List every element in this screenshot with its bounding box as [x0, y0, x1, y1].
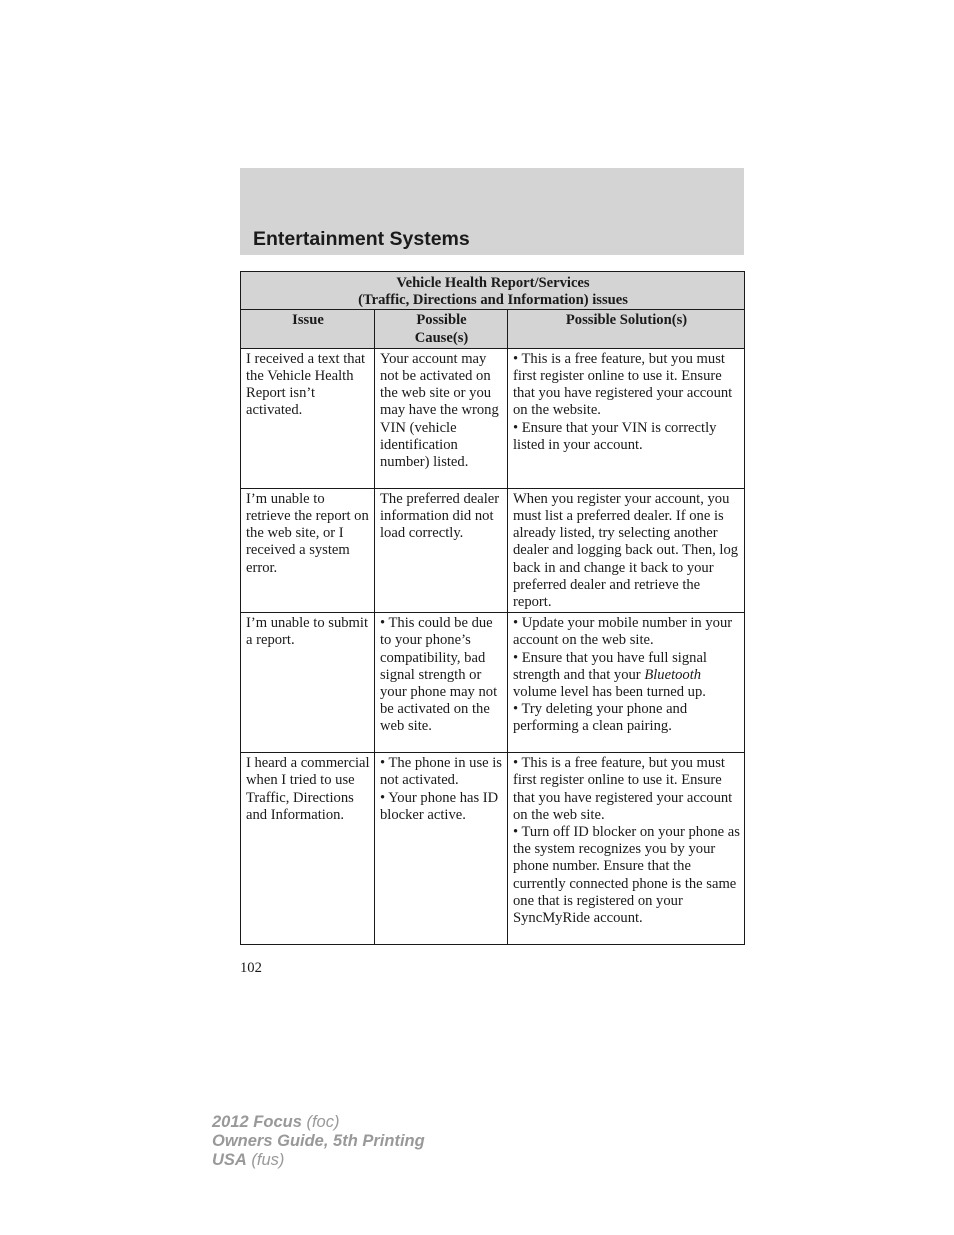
issue-cell: I’m unable to retrieve the report on the web site, or I received a system error. [241, 488, 375, 612]
solution-item: When you register your account, you must list a preferred dealer. If one is already listed, try selecting another dealer and logging back out. Then, log back in and change it back to your preferred dealer and retrieve the report. [513, 490, 739, 611]
solution-item [513, 650, 740, 702]
cause-item: • Your phone has ID blocker active. [380, 789, 499, 823]
issue-cell: I received a text that the Vehicle Health Report isn’t activated. [241, 348, 375, 488]
column-header-cause-line-1: Possible [416, 312, 467, 329]
footer-line-2 [212, 1132, 425, 1151]
footer-model-code: (foc) [301, 1113, 340, 1131]
footer-market-code: (fus) [246, 1151, 285, 1169]
table-row [241, 348, 745, 488]
footer-model: 2012 Focus [212, 1113, 302, 1131]
cause-cell: • This could be due to your phone’s compatibility, bad signal strength or your phone may not be activated on the web site. [375, 613, 508, 753]
document-footer [212, 1113, 425, 1170]
column-header-cause-line-2: Cause(s) [414, 329, 469, 346]
issue-cell: I heard a commercial when I tried to use Traffic, Directions and Information. [241, 753, 375, 945]
cause-cell: Your account may not be activated on the web site or you may have the wrong VIN (vehicle identification number) listed. [375, 348, 508, 488]
footer-edition: Owners Guide, 5th Printing [212, 1132, 425, 1150]
column-header-cause [375, 310, 508, 348]
solution-text: • Ensure that you have full signal strength and that your [513, 649, 707, 683]
table-header-row [241, 310, 745, 348]
solution-item: • This is a free feature, but you must first register online to use it. Ensure that you have registered your account on the website. [513, 350, 733, 419]
solution-cell [508, 753, 745, 945]
issue-cell: I’m unable to submit a report. [241, 613, 375, 753]
solution-item: • Ensure that your VIN is correctly listed in your account. [513, 419, 717, 453]
troubleshooting-table [240, 271, 745, 945]
table-caption [241, 272, 745, 310]
table-caption-line-1: Vehicle Health Report/Services [396, 275, 590, 291]
footer-line-3 [212, 1151, 425, 1170]
solution-cell [508, 348, 745, 488]
cause-cell [375, 753, 508, 945]
solution-item: • Update your mobile number in your account on the web site. [513, 615, 733, 649]
table-row [241, 488, 745, 612]
column-header-solution: Possible Solution(s) [508, 310, 745, 348]
solution-text: volume level has been turned up. [513, 684, 706, 701]
column-header-issue: Issue [241, 310, 375, 348]
footer-line-1 [212, 1113, 425, 1132]
solution-item: • Try deleting your phone and performing a clean pairing. [513, 701, 688, 735]
solution-item: • Turn off ID blocker on your phone as the system recognizes you by your phone number. Ensure that the currently connected phone is the same one that is registered on your SyncMyRide account. [513, 824, 740, 927]
solution-cell [508, 488, 745, 612]
solution-item: • This is a free feature, but you must first register online to use it. Ensure that you have registered your account on the web site. [513, 755, 733, 823]
table-row [241, 753, 745, 945]
solution-cell [508, 613, 745, 753]
section-title: Entertainment Systems [253, 228, 470, 250]
table-row [241, 613, 745, 753]
footer-market: USA [212, 1151, 247, 1169]
section-header-band [240, 168, 744, 255]
table-caption-line-2: (Traffic, Directions and Information) issues [358, 292, 628, 309]
table-caption-row [241, 272, 745, 310]
cause-item: • The phone in use is not activated. [380, 755, 502, 789]
page-number: 102 [240, 960, 262, 976]
cause-cell: The preferred dealer information did not load correctly. [375, 488, 508, 612]
bluetooth-term: Bluetooth [644, 666, 702, 683]
